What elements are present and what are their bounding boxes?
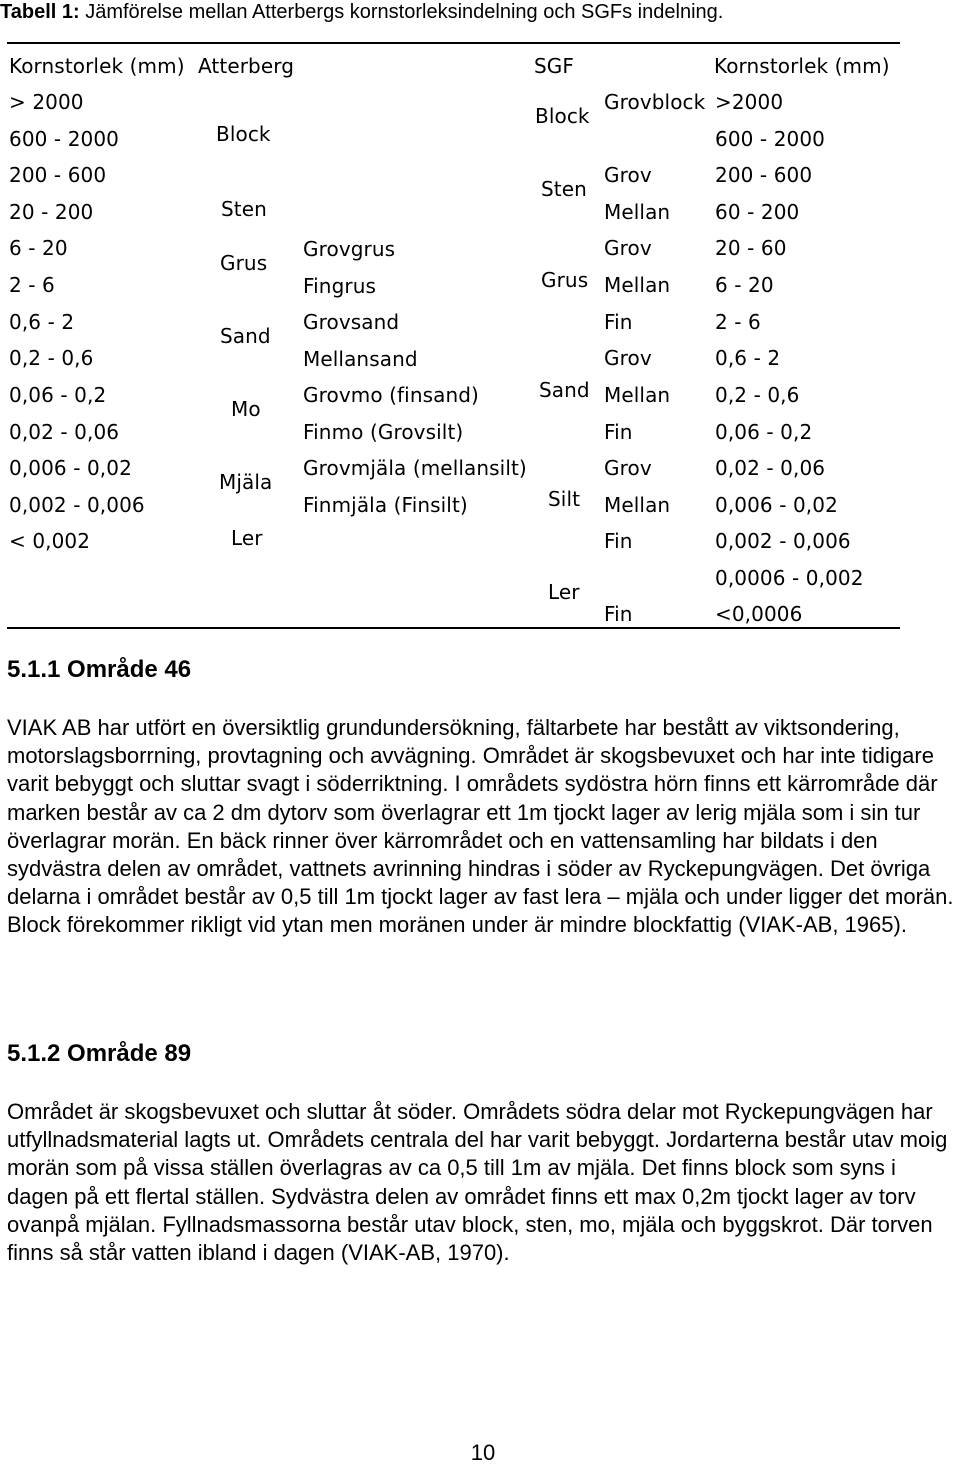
atterberg-size-cell: 0,02 - 0,06	[9, 420, 120, 444]
atterberg-size-cell: 0,006 - 0,02	[9, 456, 132, 480]
atterberg-subgroup-cell: Grovsand	[303, 310, 400, 334]
sgf-size-cell: <0,0006	[715, 602, 803, 626]
page-number: 10	[470, 1440, 496, 1465]
section-heading-omrade-46: 5.1.1 Område 46	[7, 656, 192, 683]
header-grain-size-right: Kornstorlek (mm)	[714, 54, 890, 78]
section-body-omrade-89: Området är skogsbevuxet och sluttar åt söder. Områdets södra delar mot Ryckepungvägen har utfyllnadsmaterial lagts ut. Områdets centrala del har varit bebyggt. Jordarterna består utav moig morän som på vissa ställen överlagras av ca 0,5 till 1m av mjäla. Det finns block som syns i dagen på ett flertal ställen. Sydvästra delen av området finns ett max 0,2m tjockt lager av torv ovanpå mjälan. Fyllnadsmassorna består utav block, sten, mo, mjäla och byggskrot. Där torven finns så står vatten ibland i dagen (VIAK-AB, 1970).	[7, 1099, 948, 1266]
section-body-omrade-46: VIAK AB har utfört en översiktlig grundundersökning, fältarbete har bestått av viktsondering, motorslagsborrning, provtagning och avvägning. Området är skogsbevuxet och har inte tidigare varit bebyggt och sluttar svagt i söderriktning. I områdets sydöstra hörn finns ett kärrområde där marken består av ca 2 dm dytorv som överlagrar ett 1m tjockt lager av lerig mjäla som i sin tur överlagrar morän. En bäck rinner över kärrområdet och en vattensamling har bildats i den sydvästra delen av området, vattnets avrinning hindras i söder av Ryckepungvägen. Det övriga delarna i området består av 0,5 till 1m tjockt lager av fast lera – mjäla och under ligger det morän. Block förekommer rikligt vid ytan men moränen under är mindre blockfattig (VIAK-AB, 1965).	[7, 715, 954, 938]
sgf-group-cell: Silt	[548, 487, 581, 511]
atterberg-size-cell: 200 - 600	[9, 163, 107, 187]
sgf-subgroup-cell: Mellan	[604, 273, 671, 297]
sgf-size-cell: 0,006 - 0,02	[715, 493, 838, 517]
atterberg-subgroup-cell: Finmo (Grovsilt)	[303, 420, 464, 444]
atterberg-group-cell: Sand	[220, 324, 271, 348]
atterberg-group-cell: Mjäla	[219, 470, 273, 494]
sgf-subgroup-cell: Fin	[604, 310, 633, 334]
sgf-size-cell: 0,2 - 0,6	[715, 383, 800, 407]
sgf-group-cell: Sten	[541, 177, 587, 201]
sgf-subgroup-cell: Grov	[604, 236, 652, 260]
header-sgf: SGF	[534, 54, 574, 78]
sgf-subgroup-cell: Grov	[604, 163, 652, 187]
sgf-size-cell: 20 - 60	[715, 236, 787, 260]
atterberg-subgroup-cell: Grovgrus	[303, 237, 396, 261]
table-caption-text: Jämförelse mellan Atterbergs kornstorleksindelning och SGFs indelning.	[79, 1, 724, 23]
sgf-size-cell: 0,02 - 0,06	[715, 456, 826, 480]
sgf-group-cell: Block	[535, 104, 590, 128]
atterberg-subgroup-cell: Fingrus	[303, 274, 376, 298]
sgf-subgroup-cell: Mellan	[604, 383, 671, 407]
sgf-size-cell: 600 - 2000	[715, 127, 826, 151]
table-caption	[0, 0, 723, 24]
section-heading-omrade-89: 5.1.2 Område 89	[7, 1040, 192, 1067]
atterberg-size-cell: 600 - 2000	[9, 127, 120, 151]
atterberg-group-cell: Ler	[231, 526, 263, 550]
sgf-group-cell: Ler	[548, 580, 580, 604]
sgf-size-cell: >2000	[715, 90, 784, 114]
sgf-size-cell: 2 - 6	[715, 310, 761, 334]
sgf-subgroup-cell: Mellan	[604, 493, 671, 517]
sgf-subgroup-cell: Grovblock	[604, 90, 706, 114]
atterberg-group-cell: Block	[216, 122, 271, 146]
atterberg-size-cell: 6 - 20	[9, 236, 68, 260]
sgf-size-cell: 0,0006 - 0,002	[715, 566, 864, 590]
sgf-subgroup-cell: Grov	[604, 456, 652, 480]
header-atterberg: Atterberg	[198, 54, 295, 78]
sgf-group-cell: Sand	[539, 378, 590, 402]
sgf-subgroup-cell: Fin	[604, 420, 633, 444]
sgf-subgroup-cell: Grov	[604, 346, 652, 370]
sgf-subgroup-cell: Mellan	[604, 200, 671, 224]
table-top-rule	[7, 42, 900, 44]
atterberg-subgroup-cell: Mellansand	[303, 347, 418, 371]
atterberg-subgroup-cell: Grovmo (finsand)	[303, 383, 479, 407]
atterberg-subgroup-cell: Finmjäla (Finsilt)	[303, 493, 468, 517]
sgf-size-cell: 6 - 20	[715, 273, 774, 297]
atterberg-size-cell: 20 - 200	[9, 200, 94, 224]
sgf-subgroup-cell: Fin	[604, 529, 633, 553]
sgf-group-cell: Grus	[541, 268, 589, 292]
sgf-size-cell: 0,06 - 0,2	[715, 420, 813, 444]
table-bottom-rule	[7, 627, 900, 629]
atterberg-size-cell: 2 - 6	[9, 273, 55, 297]
atterberg-size-cell: > 2000	[9, 90, 84, 114]
atterberg-subgroup-cell: Grovmjäla (mellansilt)	[303, 456, 527, 480]
atterberg-group-cell: Mo	[231, 397, 261, 421]
sgf-size-cell: 200 - 600	[715, 163, 813, 187]
sgf-size-cell: 0,002 - 0,006	[715, 529, 851, 553]
header-grain-size-left: Kornstorlek (mm)	[9, 54, 185, 78]
table-caption-label: Tabell 1:	[0, 1, 80, 23]
sgf-size-cell: 0,6 - 2	[715, 346, 781, 370]
atterberg-size-cell: < 0,002	[9, 529, 91, 553]
sgf-subgroup-cell: Fin	[604, 602, 633, 626]
atterberg-size-cell: 0,6 - 2	[9, 310, 75, 334]
atterberg-size-cell: 0,06 - 0,2	[9, 383, 107, 407]
atterberg-size-cell: 0,002 - 0,006	[9, 493, 145, 517]
sgf-size-cell: 60 - 200	[715, 200, 800, 224]
atterberg-size-cell: 0,2 - 0,6	[9, 346, 94, 370]
atterberg-group-cell: Sten	[221, 197, 267, 221]
atterberg-group-cell: Grus	[220, 251, 268, 275]
